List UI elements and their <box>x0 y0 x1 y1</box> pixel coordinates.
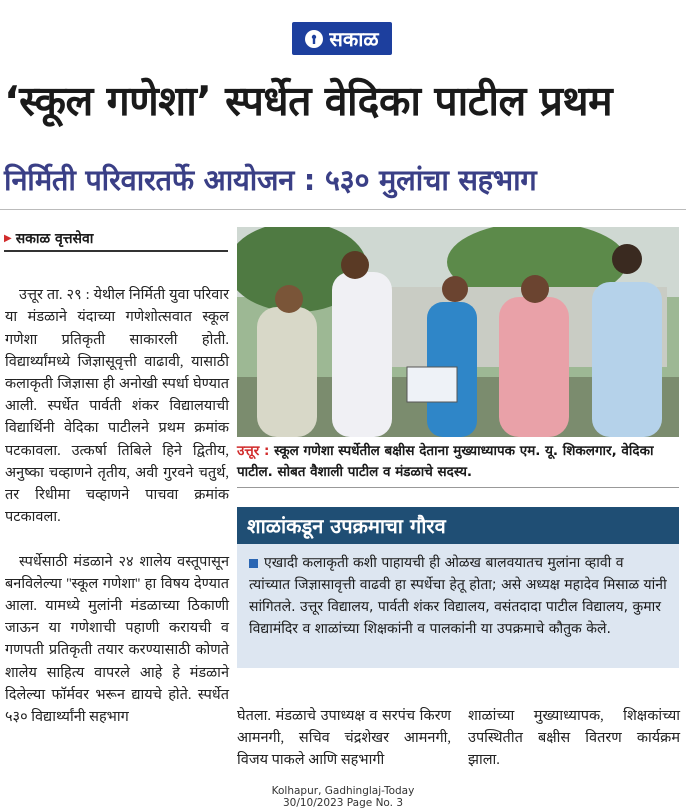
sakal-emblem-icon <box>305 30 323 48</box>
masthead-name: सकाळ <box>329 27 379 51</box>
subheadline: निर्मिती परिवारतर्फे आयोजन : ५३० मुलांचा सहभाग <box>4 163 537 197</box>
square-bullet-icon <box>249 559 258 568</box>
article-paragraph-1: उत्तूर ता. २९ : येथील निर्मिती युवा परिवार या मंडळाने यंदाच्या गणेशोत्सवात स्कूल गणेशा प्रतिकृती साकारली होती. विद्यार्थ्यांमध्ये जिज्ञासूवृत्ती वाढावी, यासाठी कलाकृती जिज्ञासा ही अनोखी स्पर्धा घेण्यात आली. स्पर्धेत पार्वती शंकर विद्यालयाची विद्यार्थिनी वेदिका पाटीलने प्रथम क्रमांक पटकावला. उत्कर्षा तिबिले हिने द्वितीय, अनुष्का चव्हाणने तृतीय, अवी गुरवने चतुर्थ, तर रिधीमा चव्हाणने पाचवा क्रमांक पटकावला. <box>5 287 229 526</box>
page-footer <box>258 785 428 809</box>
award-photo-illustration <box>237 227 679 437</box>
divider <box>0 209 686 210</box>
article-paragraph-2: स्पर्धेसाठी मंडळाने २४ शालेय वस्तूपासून बनविलेल्या ''स्कूल गणेशा'' हा विषय देण्यात आला. यामध्ये मुलांनी मंडळाच्या ठिकाणी जाऊन या गणेशाची पहाणी करायची व गणपती प्रतिकृती तयार करण्यासाठी कोणते शालेय साहित्य वापरले आहे हे मंडळाने दिलेल्या फॉर्मवर भरून द्यायचे होते. स्पर्धेत ५३० विद्यार्थ्यांनी सहभाग <box>5 553 229 726</box>
masthead-logo <box>292 22 392 55</box>
box-body <box>237 544 679 668</box>
triangle-marker-icon: ▶ <box>4 232 12 244</box>
article-column-2: घेतला. मंडळाचे उपाध्यक्ष व सरपंच किरण आमनगी, सचिव चंद्रशेखर आमनगी, विजय पाकले आणि सहभागी <box>237 708 451 769</box>
article-column-3: शाळांच्या मुख्याध्यापक, शिक्षकांच्या उपस्थितीत बक्षीस वितरण कार्यक्रम झाला. <box>468 708 680 769</box>
footer-edition: Kolhapur, Gadhinglaj-Today <box>271 785 415 797</box>
headline: ‘स्कूल गणेशा’ स्पर्धेत वेदिका पाटील प्रथम <box>4 77 613 125</box>
article-photo <box>237 227 679 437</box>
caption-place: उत्तूर : <box>237 443 270 459</box>
byline <box>4 226 228 252</box>
footer-date-page: 30/10/2023 Page No. 3 <box>282 797 404 809</box>
box-text: एखादी कलाकृती कशी पाहायची ही ओळख बालवयातच मुलांना व्हावी व त्यांच्यात जिज्ञासावृत्ती वाढवी हा स्पर्धेचा हेतू होता; असे अध्यक्ष महादेव मिसाळ यांनी सांगितले. उत्तूर विद्यालय, पार्वती शंकर विद्यालय, वसंतदादा पाटील विद्यालय, कुमार विद्यामंदिर व शाळांच्या शिक्षकांनी व पालकांनी या उपक्रमाचे कौतुक केले. <box>249 555 667 637</box>
caption-text: स्कूल गणेशा स्पर्धेतील बक्षीस देताना मुख्याध्यापक एम. यू. शिकलगार, वेदिका पाटील. सोबत वैशाली पाटील व मंडळाचे सदस्य. <box>237 443 654 480</box>
byline-text: सकाळ वृत्तसेवा <box>15 230 94 247</box>
box-title: शाळांकडून उपक्रमाचा गौरव <box>237 507 679 544</box>
photo-caption <box>237 441 679 488</box>
article-column-1 <box>5 262 229 750</box>
